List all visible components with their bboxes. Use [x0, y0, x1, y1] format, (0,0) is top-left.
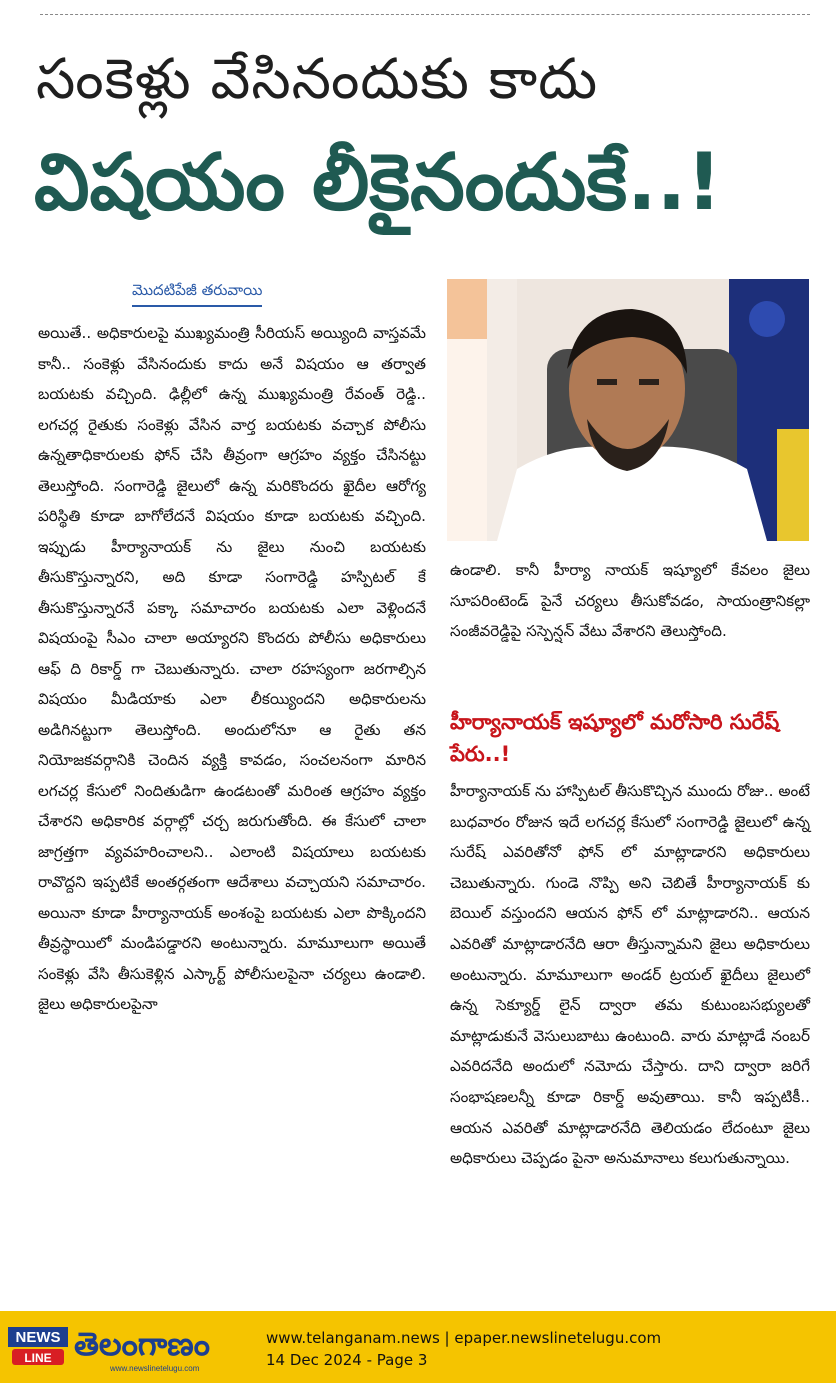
subheading: హీర్యానాయక్ ఇష్యూలో మరోసారి సురేష్ పేరు..!	[450, 710, 780, 766]
continuation-label: మొదటిపేజీ తరువాయి	[132, 281, 262, 307]
article-photo	[447, 279, 809, 541]
telanganam-logo-small: www.newslinetelugu.com	[110, 1364, 200, 1373]
newsline-logo-bottom: LINE	[24, 1351, 52, 1365]
right-bottom-paragraph: హీర్యానాయక్ ను హాస్పిటల్ తీసుకొచ్చిన ముందు రోజు.. అంటే బుధవారం రోజున ఇదే లగచర్ల కేసులో సంగారెడ్డి జైలులో ఉన్న సురేష్ ఎవరితోనో ఫోన్ లో మాట్లాడారని అధికారులు చెబుతున్నారు. గుండె నొప్పి అని చెబితే హీర్యానాయక్ కు బెయిల్ వస్తుందని ఆయన ఫోన్ లో మాట్లాడారని.. ఆయన ఎవరితో మాట్లాడారనేది ఆరా తీస్తున్నామని జైలు అధికారులు అంటున్నారు. మామూలుగా అండర్ ట్రయల్ ఖైదీలు జైలులో ఉన్న సెక్యూర్డ్ లైన్ ద్వారా తమ కుటుంబసభ్యులతో మాట్లాడుకునే వెసులుబాటు ఉంటుంది. వారు మాట్లాడే నంబర్ ఎవరిదనేది అందులో నమోదు చేస్తారు. దాని ద్వారా జరిగే సంభాషణలన్నీ కూడా రికార్డ్ అవుతాయి. కానీ ఇప్పటికీ.. ఆయన ఎవరితో మాట్లాడారనేది తెలియడం లేదంటూ జైలు అధికారులు చెప్పడం పైనా అనుమానాలు కలుగుతున్నాయి.	[450, 782, 810, 1168]
headline-line-2: విషయం లీకైనందుకే..!	[34, 138, 722, 228]
right-top-paragraph: ఉండాలి. కానీ హీర్యా నాయక్ ఇష్యూలో కేవలం జైలు సూపరింటెండ్ పైనే చర్యలు తీసుకోవడం, సాయంత్రానికల్లా సంజీవరెడ్డిపై సస్పెన్షన్ వేటు వేశారని తెలుస్తోంది.	[450, 561, 810, 640]
newsline-logo[interactable]	[8, 1325, 68, 1369]
article-right-column-bottom	[450, 776, 810, 1174]
footer-date-page: 14 Dec 2024 - Page 3	[266, 1351, 428, 1369]
newsline-logo-top: NEWS	[15, 1329, 61, 1346]
telanganam-logo-text: తెలంగాణం	[74, 1325, 210, 1363]
footer-urls[interactable]: www.telanganam.news | epaper.newslinetelugu.com	[266, 1329, 662, 1347]
left-paragraph: అయితే.. అధికారులపై ముఖ్యమంత్రి సీరియస్ అయ్యింది వాస్తవమే కానీ.. సంకెళ్లు వేసినందుకు కాదు అనే విషయం ఆ తర్వాత బయటకు వచ్చింది. ఢిల్లీలో ఉన్న ముఖ్యమంత్రి రేవంత్ రెడ్డి.. లగచర్ల రైతుకు సంకెళ్లు వేసిన వార్త బయటకు వచ్చాక పోలీసు ఉన్నతాధికారులకు ఫోన్ చేసి తీవ్రంగా ఆగ్రహం వ్యక్తం చేసినట్టు తెలుస్తోంది. సంగారెడ్డి జైలులో ఉన్న మరికొందరు ఖైదీల ఆరోగ్య పరిస్థితి కూడా బాగోలేదనే విషయం కూడా బయటకు వచ్చింది. ఇప్పుడు హీర్యానాయక్ ను జైలు నుంచి బయటకు తీసుకొస్తున్నారని, అది కూడా సంగారెడ్డి హస్పిటల్ కే తీసుకొస్తున్నారనే పక్కా సమాచారం బయటకు ఎలా వెళ్లిందనే విషయంపై సీఎం చాలా అయ్యారని కొందరు పోలీసు అధికారులు ఆఫ్ ది రికార్డ్ గా చెబుతున్నారు. చాలా రహస్యంగా జరగాల్సిన విషయం మీడియాకు ఎలా లీకయ్యిందని అధికారులను అడిగినట్టుగా తెలుస్తోంది. అందులోనూ ఆ రైతు తన నియోజకవర్గానికి చెందిన వ్యక్తి కావడం, సంచలనంగా మారిన లగచర్ల కేసులో నిందితుడిగా ఉండటంతో మరింత ఆగ్రహం వ్యక్తం చేశారని అధికారిక వర్గాల్లో చర్చ జరుగుతోంది. ఈ కేసులో చాలా జాగ్రత్తగా వ్యవహరించాలని.. ఎలాంటి విషయాలు బయటకు రావొద్దని ఇప్పటికే అంతర్గతంగా ఆదేశాలు వచ్చాయని సమాచారం. అయినా కూడా హీర్యానాయక్ అంశంపై బయటకు ఎలా పొక్కిందని తీవ్రస్థాయిలో మండిపడ్డారని అంటున్నారు. మామూలుగా అయితే సంకెళ్లు వేసి తీసుకెళ్లిన ఎస్కార్ట్ పోలీసులపైనా చర్యలు ఉండాలి. జైలు అధికారులపైనా	[38, 324, 426, 1013]
footer-bar	[0, 1311, 836, 1383]
article-left-column	[38, 318, 426, 1020]
article-right-column-top	[450, 555, 810, 647]
telanganam-logo[interactable]	[74, 1321, 250, 1373]
headline-line-1: సంకెళ్లు వేసినందుకు కాదు	[36, 47, 599, 112]
top-dashed-rule	[40, 14, 810, 15]
person-photo-illustration	[447, 279, 809, 541]
